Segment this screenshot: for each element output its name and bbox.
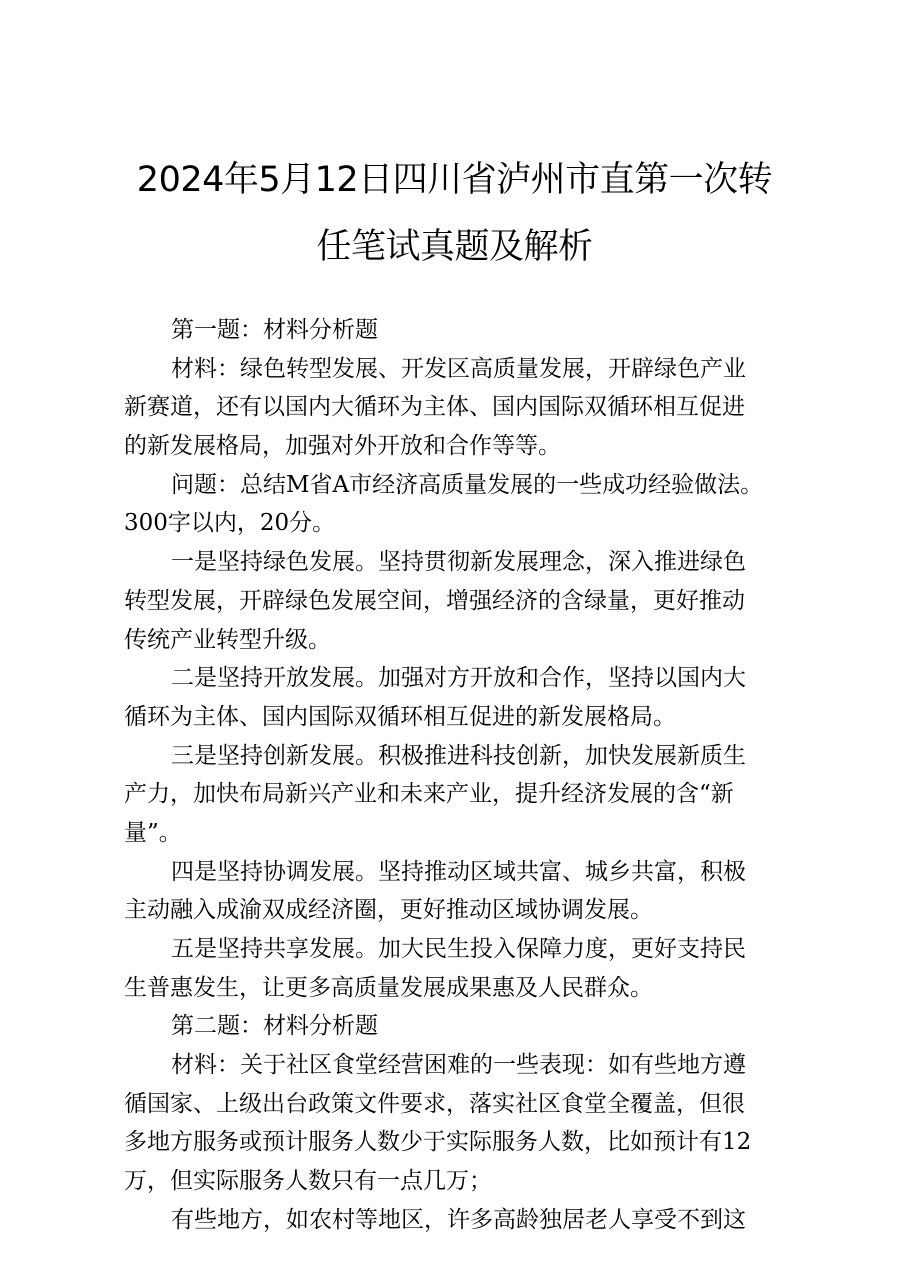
- body-line: 三是坚持创新发展。积极推进科技创新，加快发展新质生: [171, 742, 746, 769]
- body-line: 传统产业转型升级。: [124, 626, 331, 653]
- body-line: 材料：绿色转型发展、开发区高质量发展，开辟绿色产业: [171, 355, 746, 382]
- body-line: 材料：关于社区食堂经营困难的一些表现：如有些地方遵: [171, 1052, 746, 1079]
- document-body: [124, 311, 804, 1240]
- document-title-line-2: 任笔试真题及解析: [316, 227, 593, 267]
- document-title-line-1: 2024年5月12日四川省泸州市直第一次转: [136, 160, 773, 200]
- body-line: 产力，加快布局新兴产业和未来产业，提升经济发展的含“新: [124, 781, 734, 808]
- body-line: 五是坚持共享发展。加大民生投入保障力度，更好支持民: [171, 936, 746, 962]
- body-line: 问题：总结M省A市经济高质量发展的一些成功经验做法。: [171, 471, 764, 498]
- body-line: 四是坚持协调发展。坚持推动区域共富、城乡共富，积极: [171, 858, 746, 885]
- body-line: 生普惠发生，让更多高质量发展成果惠及人民群众。: [124, 974, 653, 1001]
- body-line: 的新发展格局，加强对外开放和合作等等。: [124, 433, 561, 460]
- body-line: 第二题：材料分析题: [171, 1013, 378, 1040]
- body-line: 第一题：材料分析题: [171, 317, 378, 343]
- body-line: 有些地方，如农村等地区，许多高龄独居老人享受不到这: [171, 1206, 746, 1233]
- body-line: 量”。: [124, 819, 182, 846]
- body-line: 300字以内，20分。: [124, 510, 336, 537]
- body-line: 转型发展，开辟绿色发展空间，增强经济的含绿量，更好推动: [124, 587, 745, 614]
- body-line: 多地方服务或预计服务人数少于实际服务人数，比如预计有12: [124, 1129, 752, 1156]
- body-line: 一是坚持绿色发展。坚持贯彻新发展理念，深入推进绿色: [171, 549, 746, 576]
- body-line: 新赛道，还有以国内大循环为主体、国内国际双循环相互促进: [124, 394, 745, 421]
- body-line: 循国家、上级出台政策文件要求，落实社区食堂全覆盖，但很: [124, 1090, 745, 1117]
- body-line: 二是坚持开放发展。加强对方开放和合作，坚持以国内大: [171, 665, 746, 692]
- body-line: 万，但实际服务人数只有一点几万；: [124, 1168, 492, 1195]
- body-line: 主动融入成渝双成经济圈，更好推动区域协调发展。: [124, 897, 653, 924]
- body-line: 循环为主体、国内国际双循环相互促进的新发展格局。: [124, 703, 676, 730]
